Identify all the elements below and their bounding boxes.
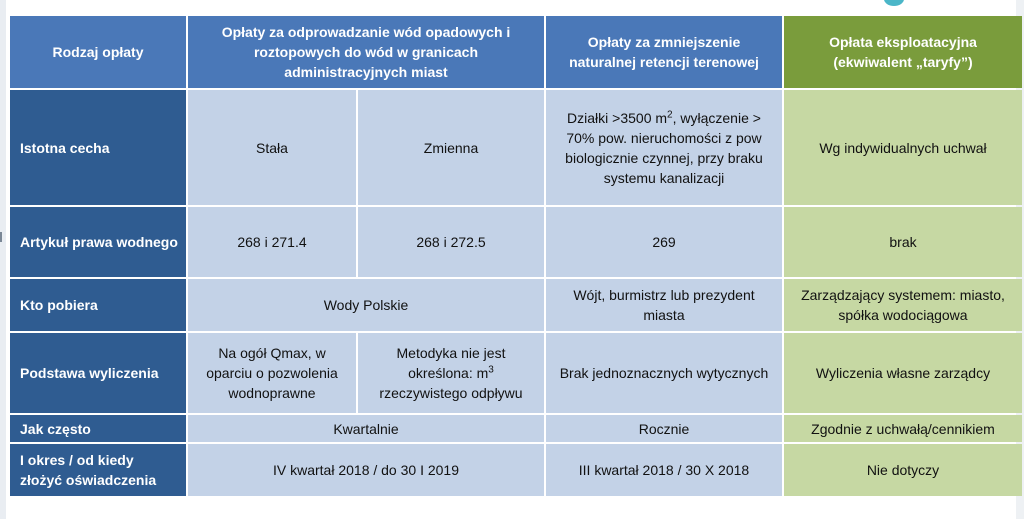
row-label-article: Artykuł prawa wodnego [10,207,186,277]
corner-logo [884,0,904,6]
table-row-article [10,207,1022,277]
cell-basis-fixed: Na ogół Qmax, w oparciu o pozwolenia wodnoprawne [188,333,356,413]
cell-frequency-drainage: Kwartalnie [188,415,544,442]
superscript-2: 2 [667,108,673,120]
cell-article-retention: 269 [546,207,782,277]
fees-comparison-table [8,14,1024,498]
row-label-collector: Kto pobiera [10,279,186,331]
cell-frequency-operating: Zgodnie z uchwałą/cennikiem [784,415,1022,442]
header-operating-fee: Opłata eksploatacyjna (ekwiwalent „taryfy”) [784,16,1022,88]
cell-feature-retention-text-1: Działki >3500 m [567,109,668,126]
cell-feature-operating: Wg indywidualnych uchwał [784,90,1022,205]
table-row-feature [10,90,1022,205]
row-label-frequency: Jak często [10,415,186,442]
cell-feature-retention-text-2: , wyłączenie > 70% pow. nieruchomości z pow biologicznie czynnej, przy braku systemu kanalizacji [565,109,763,186]
cell-feature-fixed: Stała [188,90,356,205]
cell-collector-drainage: Wody Polskie [188,279,544,331]
header-fee-type: Rodzaj opłaty [10,16,186,88]
cell-period-operating: Nie dotyczy [784,444,1022,496]
cell-basis-retention: Brak jednoznacznych wytycznych [546,333,782,413]
cell-article-fixed: 268 i 271.4 [188,207,356,277]
table-row-frequency [10,415,1022,442]
table-row-basis [10,333,1022,413]
row-label-basis: Podstawa wyliczenia [10,333,186,413]
table-row-period [10,444,1022,496]
cell-basis-variable-text-1: Metodyka nie jest określona: m [396,345,506,381]
table-header-row [10,16,1022,88]
cell-feature-retention [546,90,782,205]
header-drainage-fees: Opłaty za odprowadzanie wód opadowych i roztopowych do wód w granicach administracyjnych miast [188,16,544,88]
cell-collector-retention: Wójt, burmistrz lub prezydent miasta [546,279,782,331]
table-row-collector [10,279,1022,331]
header-retention-fees: Opłaty za zmniejszenie naturalnej retencji terenowej [546,16,782,88]
cell-basis-operating: Wyliczenia własne zarządcy [784,333,1022,413]
cell-collector-operating: Zarządzający systemem: miasto, spółka wodociągowa [784,279,1022,331]
cell-period-retention: III kwartał 2018 / 30 X 2018 [546,444,782,496]
row-label-feature: Istotna cecha [10,90,186,205]
cell-article-operating: brak [784,207,1022,277]
cell-feature-variable: Zmienna [358,90,544,205]
cell-basis-variable [358,333,544,413]
cell-article-variable: 268 i 272.5 [358,207,544,277]
superscript-3: 3 [488,364,494,376]
slide-edge-left [0,0,6,519]
cell-frequency-retention: Rocznie [546,415,782,442]
cell-period-drainage: IV kwartał 2018 / do 30 I 2019 [188,444,544,496]
row-label-period: I okres / od kiedy złożyć oświadczenia [10,444,186,496]
cell-basis-variable-text-2: rzeczywistego odpływu [379,385,523,401]
